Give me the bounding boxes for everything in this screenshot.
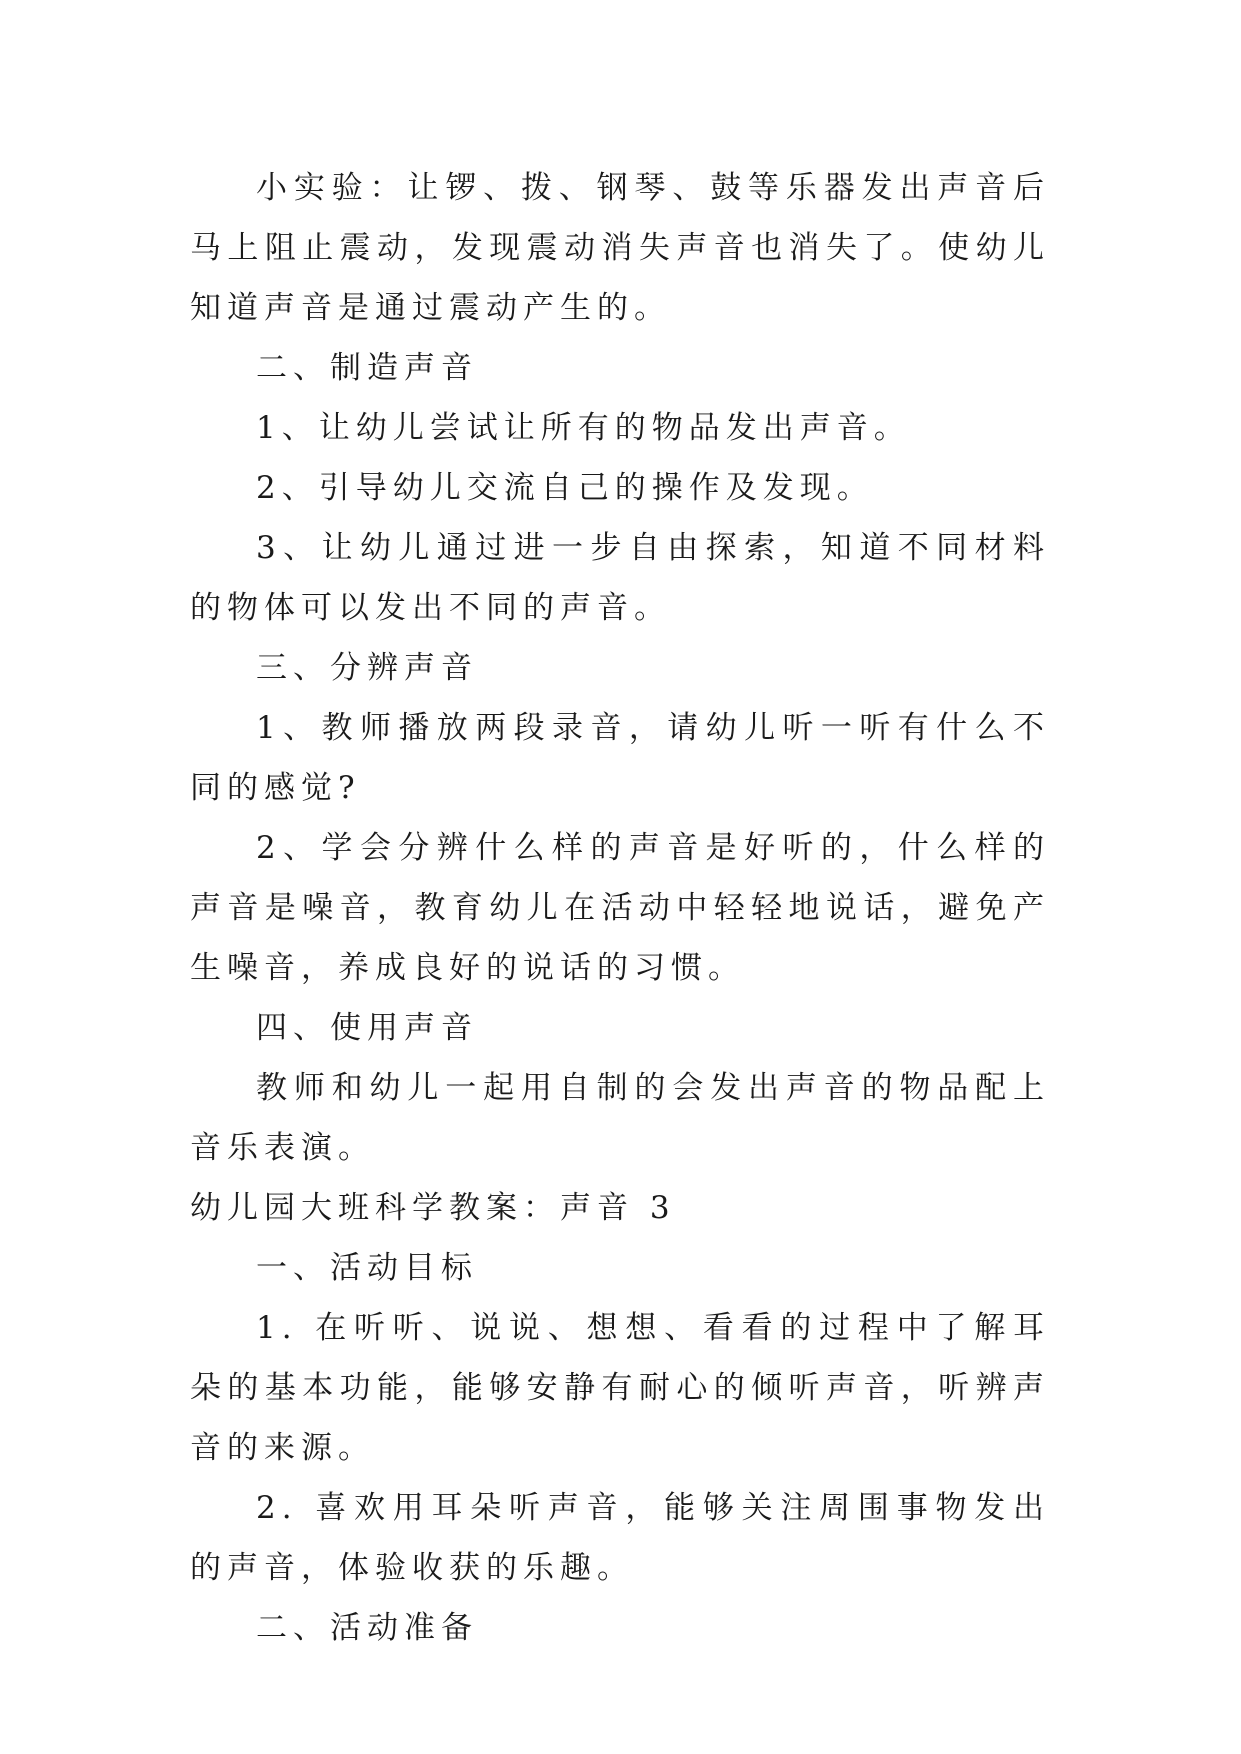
list-item: 1、教师播放两段录音，请幼儿听一听有什么不同的感觉? [190,710,1050,806]
document-page [190,158,1050,1658]
list-item: 1、让幼儿尝试让所有的物品发出声音。 [256,410,911,446]
section-heading-make-sound: 二、制造声音 [256,350,478,386]
list-item: 2. 喜欢用耳朵听声音，能够关注周围事物发出的声音，体验收获的乐趣。 [190,1490,1050,1586]
section-heading-distinguish-sound: 三、分辨声音 [256,650,478,686]
list-item: 1. 在听听、说说、想想、看看的过程中了解耳朵的基本功能，能够安静有耐心的倾听声音，听辨声音的来源。 [190,1310,1050,1466]
list-item: 3、让幼儿通过进一步自由探索，知道不同材料的物体可以发出不同的声音。 [190,530,1050,626]
paragraph-experiment: 小实验：让锣、拨、钢琴、鼓等乐器发出声音后马上阻止震动，发现震动消失声音也消失了。使幼儿知道声音是通过震动产生的。 [190,170,1050,326]
section-heading-preparation: 二、活动准备 [256,1610,478,1646]
section-heading-use-sound: 四、使用声音 [256,1010,478,1046]
lesson-title: 幼儿园大班科学教案：声音 3 [190,1190,676,1226]
list-item: 2、引导幼儿交流自己的操作及发现。 [256,470,874,506]
section-heading-goals: 一、活动目标 [256,1250,478,1286]
paragraph-performance: 教师和幼儿一起用自制的会发出声音的物品配上音乐表演。 [190,1070,1050,1166]
list-item: 2、学会分辨什么样的声音是好听的，什么样的声音是噪音，教育幼儿在活动中轻轻地说话，避免产生噪音，养成良好的说话的习惯。 [190,830,1050,986]
